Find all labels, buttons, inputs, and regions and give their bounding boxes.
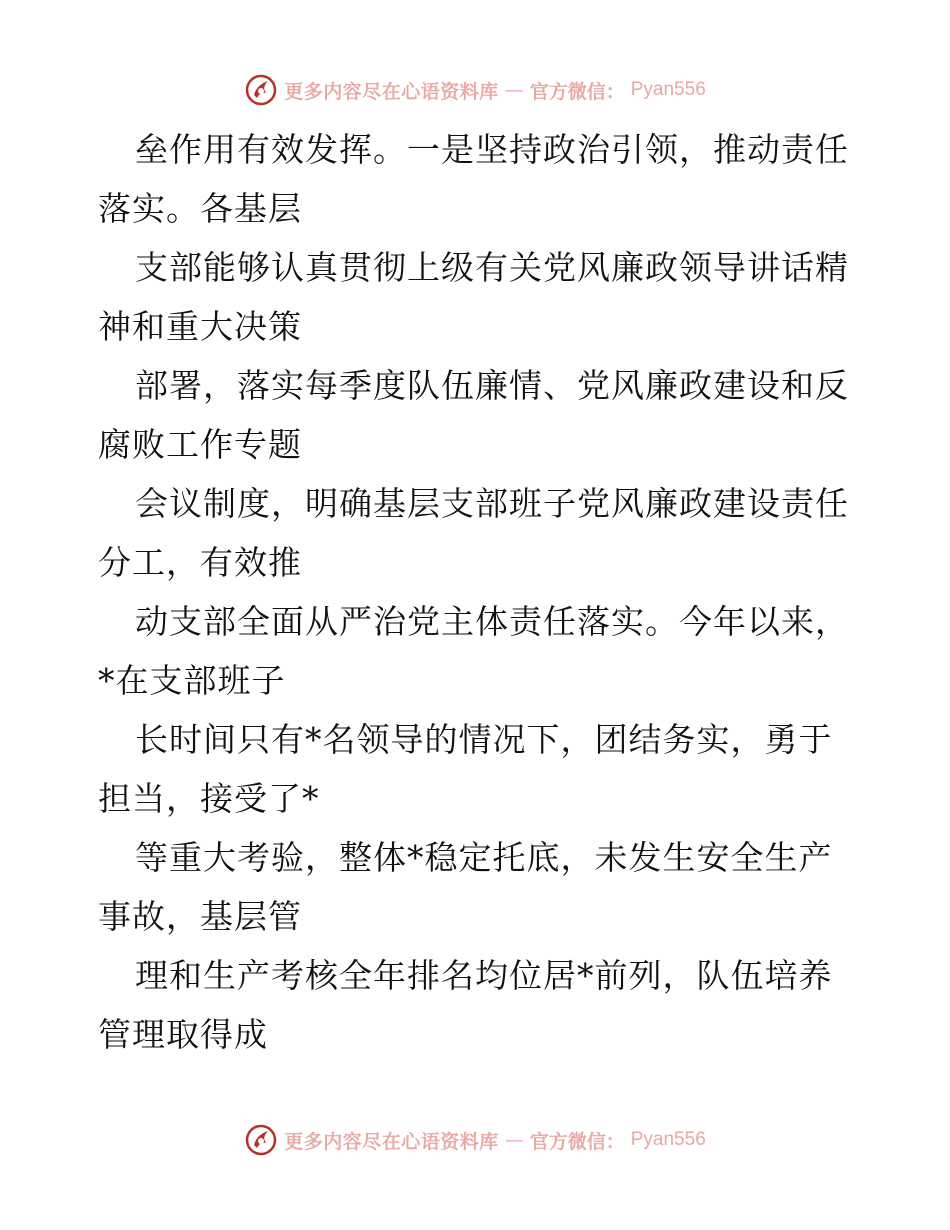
- paragraph-line: 垒作用有效发挥。一是坚持政治引领，推动责任: [135, 130, 849, 169]
- flame-seal-icon: [244, 1123, 278, 1157]
- banner-separator: —: [504, 79, 524, 101]
- header-watermark-banner: [0, 70, 950, 110]
- flame-seal-icon: [244, 73, 278, 107]
- paragraph: [98, 828, 858, 946]
- footer-watermark-banner: [0, 1120, 950, 1160]
- paragraph: [98, 238, 858, 356]
- banner-wechat-label: 官方微信：: [529, 80, 625, 103]
- paragraph: [98, 120, 858, 238]
- paragraph: [98, 592, 858, 710]
- banner-wechat-label: 官方微信：: [529, 1130, 625, 1153]
- paragraph-line: 会议制度，明确基层支部班子党风廉政建设责任: [135, 484, 849, 523]
- paragraph-line: 担当，接受了*: [98, 779, 320, 818]
- paragraph-line: 理和生产考核全年排名均位居*前列，队伍培养: [135, 956, 833, 995]
- paragraph: [98, 474, 858, 592]
- paragraph: [98, 710, 858, 828]
- banner-wechat-id: Pyan556: [630, 79, 706, 100]
- paragraph-line: 神和重大决策: [98, 307, 302, 346]
- paragraph-line: 动支部全面从严治党主体责任落实。今年以来，: [135, 602, 849, 641]
- banner-wechat-id: Pyan556: [630, 1129, 706, 1150]
- paragraph-line: 事故，基层管: [98, 897, 302, 936]
- banner-separator: —: [504, 1129, 524, 1151]
- document-body: [98, 120, 858, 1064]
- paragraph-line: 长时间只有*名领导的情况下，团结务实，勇于: [135, 720, 833, 759]
- paragraph: [98, 356, 858, 474]
- banner-site-text: 更多内容尽在心语资料库: [284, 1130, 499, 1153]
- paragraph-line: 分工，有效推: [98, 543, 302, 582]
- paragraph-line: *在支部班子: [98, 661, 286, 700]
- paragraph: [98, 946, 858, 1064]
- paragraph-line: 腐败工作专题: [98, 425, 302, 464]
- paragraph-line: 落实。各基层: [98, 189, 302, 228]
- banner-site-text: 更多内容尽在心语资料库: [284, 80, 499, 103]
- paragraph-line: 支部能够认真贯彻上级有关党风廉政领导讲话精: [135, 248, 849, 287]
- paragraph-line: 管理取得成: [98, 1015, 268, 1054]
- paragraph-line: 部署，落实每季度队伍廉情、党风廉政建设和反: [135, 366, 849, 405]
- paragraph-line: 等重大考验，整体*稳定托底，未发生安全生产: [135, 838, 833, 877]
